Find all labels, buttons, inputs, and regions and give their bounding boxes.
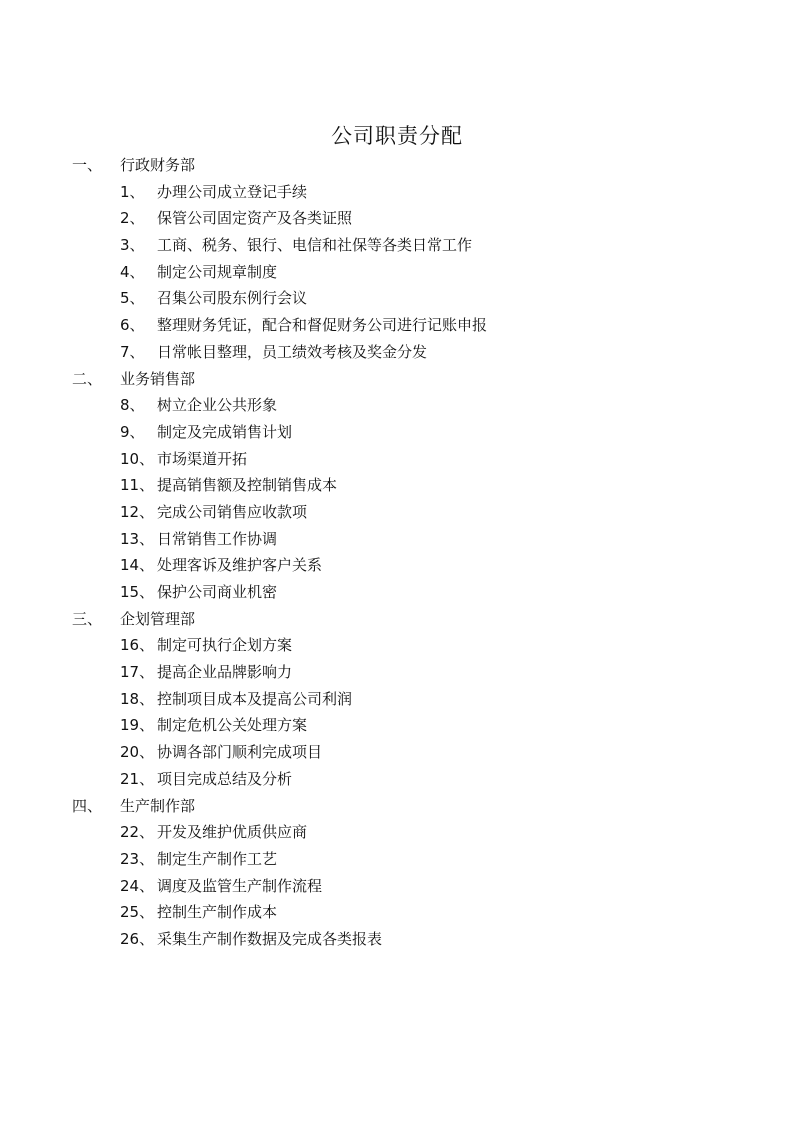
item-text: 提高企业品牌影响力 — [157, 663, 293, 682]
list-item — [0, 312, 794, 339]
item-text: 协调各部门顺利完成项目 — [157, 743, 323, 762]
item-number: 23、 — [120, 849, 155, 868]
item-number: 5、 — [120, 289, 145, 308]
item-text: 市场渠道开拓 — [157, 449, 248, 468]
item-number: 22、 — [120, 823, 155, 842]
item-text: 控制项目成本及提高公司利润 — [157, 689, 353, 708]
item-text: 控制生产制作成本 — [157, 903, 278, 922]
list-item — [0, 712, 794, 739]
item-number: 18、 — [120, 689, 155, 708]
list-item — [0, 205, 794, 232]
item-number: 8、 — [120, 396, 145, 415]
item-text: 制定及完成销售计划 — [157, 422, 293, 441]
list-item — [0, 472, 794, 499]
section-heading — [0, 606, 794, 633]
list-item — [0, 526, 794, 553]
item-text: 开发及维护优质供应商 — [157, 823, 308, 842]
item-text: 树立企业公共形象 — [157, 396, 278, 415]
list-item — [0, 659, 794, 686]
item-number: 20、 — [120, 743, 155, 762]
item-number: 17、 — [120, 663, 155, 682]
item-text: 采集生产制作数据及完成各类报表 — [157, 929, 383, 948]
list-item — [0, 632, 794, 659]
item-text: 制定生产制作工艺 — [157, 849, 278, 868]
section-heading — [0, 793, 794, 820]
list-item — [0, 419, 794, 446]
item-text: 办理公司成立登记手续 — [157, 182, 308, 201]
list-item — [0, 899, 794, 926]
item-number: 11、 — [120, 476, 155, 495]
item-text: 日常帐目整理，员工绩效考核及奖金分发 — [157, 342, 428, 361]
item-number: 19、 — [120, 716, 155, 735]
item-text: 整理财务凭证，配合和督促财务公司进行记账申报 — [157, 316, 488, 335]
list-item — [0, 579, 794, 606]
item-number: 1、 — [120, 182, 145, 201]
section-title: 生产制作部 — [120, 796, 196, 815]
list-item — [0, 766, 794, 793]
item-text: 召集公司股东例行会议 — [157, 289, 308, 308]
responsibility-list — [0, 152, 794, 953]
section-number: 一、 — [72, 156, 103, 174]
item-number: 6、 — [120, 316, 145, 335]
item-number: 26、 — [120, 929, 155, 948]
section-number: 二、 — [72, 369, 103, 388]
item-text: 制定危机公关处理方案 — [157, 716, 308, 735]
list-item — [0, 926, 794, 953]
list-item — [0, 873, 794, 900]
item-number: 15、 — [120, 583, 155, 601]
item-number: 9、 — [120, 422, 145, 441]
section-title: 企划管理部 — [120, 609, 196, 628]
item-number: 16、 — [120, 636, 155, 655]
item-number: 10、 — [120, 449, 155, 468]
list-item — [0, 285, 794, 312]
item-number: 2、 — [120, 209, 145, 228]
list-item — [0, 259, 794, 286]
section-number: 三、 — [72, 609, 103, 628]
section-heading — [0, 152, 794, 179]
list-item — [0, 846, 794, 873]
section-title: 业务销售部 — [120, 369, 196, 388]
list-item — [0, 819, 794, 846]
item-text: 保管公司固定资产及各类证照 — [157, 209, 353, 228]
list-item — [0, 686, 794, 713]
list-item — [0, 446, 794, 473]
list-item — [0, 739, 794, 766]
item-number: 12、 — [120, 502, 155, 521]
item-number: 7、 — [120, 342, 145, 361]
item-number: 4、 — [120, 262, 145, 281]
list-item — [0, 499, 794, 526]
item-text: 保护公司商业机密 — [157, 583, 278, 601]
item-text: 项目完成总结及分析 — [157, 769, 293, 788]
section-title: 行政财务部 — [120, 156, 196, 174]
item-number: 24、 — [120, 876, 155, 895]
list-item — [0, 179, 794, 206]
document-title: 公司职责分配 — [331, 124, 463, 148]
item-number: 3、 — [120, 236, 145, 255]
section-heading — [0, 366, 794, 393]
item-text: 制定公司规章制度 — [157, 262, 278, 281]
item-number: 13、 — [120, 529, 155, 548]
item-text: 提高销售额及控制销售成本 — [157, 476, 338, 495]
item-number: 25、 — [120, 903, 155, 922]
list-item — [0, 339, 794, 366]
item-text: 完成公司销售应收款项 — [157, 502, 308, 521]
list-item — [0, 392, 794, 419]
item-text: 日常销售工作协调 — [157, 529, 278, 548]
item-text: 制定可执行企划方案 — [157, 636, 293, 655]
list-item — [0, 552, 794, 579]
item-text: 工商、税务、银行、电信和社保等各类日常工作 — [157, 236, 473, 255]
section-number: 四、 — [72, 796, 103, 815]
item-text: 调度及监管生产制作流程 — [157, 876, 323, 895]
item-number: 14、 — [120, 556, 155, 575]
item-number: 21、 — [120, 769, 155, 788]
list-item — [0, 232, 794, 259]
item-text: 处理客诉及维护客户关系 — [157, 556, 323, 575]
